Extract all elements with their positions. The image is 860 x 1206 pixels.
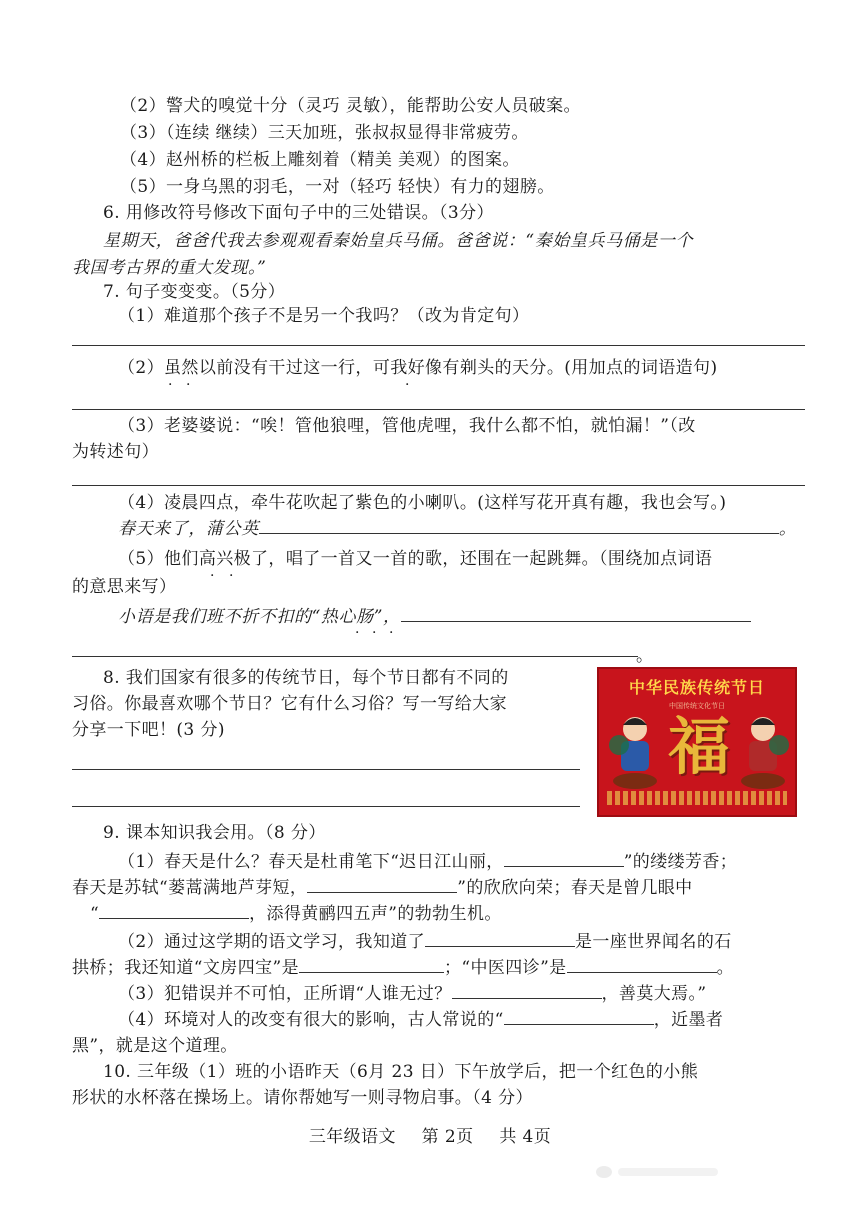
q9-1-blank-1[interactable] (504, 851, 624, 867)
poster-fu-character: 福 (667, 710, 730, 783)
q8-text-line1: 8. 我们国家有很多的传统节日，每个节日都有不同的 (103, 668, 509, 688)
q5-item-3: （3）（连续 继续）三天加班，张叔叔显得非常疲劳。 (120, 123, 529, 143)
q7-item-5-line1: （5）他们高兴极了，唱了一首又一首的歌，还围在一起跳舞。（围绕加点词语 (118, 549, 713, 569)
q8-answer-line-2[interactable] (72, 806, 580, 807)
q9-2-blank-1[interactable] (425, 931, 575, 947)
q9-3-line (118, 983, 707, 1005)
q7-item-2: （2）虽然以前没有干过这一行，可我好像有剃头的天分。(用加点的词语造句) (118, 358, 718, 378)
q7-item-3-line1: （3）老婆婆说：“唉！管他狼哩，管他虎哩，我什么都不怕，就怕漏！”（改 (118, 416, 696, 436)
q7-5-answer-line[interactable] (72, 656, 638, 657)
q7-item-4: （4）凌晨四点，牵牛花吹起了紫色的小喇叭。(这样写花开真有趣，我也会写。) (118, 493, 727, 513)
festival-poster-image (597, 667, 797, 817)
footer-subject: 三年级语文 (308, 1127, 396, 1147)
q9-1-text-d: ”的欣欣向荣；春天是曾几眼中 (457, 878, 693, 898)
poster-title: 中华民族传统节日 (628, 678, 765, 697)
q9-2-text-e: 。 (716, 958, 734, 978)
q9-1-blank-3[interactable] (99, 903, 249, 919)
q7-4-prompt-text: 春天来了，蒲公英 (118, 519, 259, 539)
q5-item-4: （4）赵州桥的栏板上雕刻着（精美 美观）的图案。 (120, 150, 520, 170)
q9-3-text-b: ，善莫大焉。” (601, 984, 707, 1004)
q5-item-5: （5）一身乌黑的羽毛，一对（轻巧 轻快）有力的翅膀。 (120, 177, 555, 197)
page-footer (0, 1122, 860, 1147)
emphasis-dot: · (168, 377, 173, 393)
q7-1-answer-line[interactable] (72, 345, 805, 346)
child-figure-right-icon (733, 711, 793, 791)
poster-subtitle: 中国传统文化节日 (669, 702, 725, 710)
q9-1-text-c: 春天是苏轼“蒌蒿满地芦芽短， (72, 878, 308, 898)
q7-item-5-line2: 的意思来写） (72, 577, 177, 597)
q8-answer-line-1[interactable] (72, 769, 580, 770)
q7-4-blank[interactable] (259, 518, 779, 534)
q9-3-text-a: （3）犯错误并不可怕，正所谓“人谁无过？ (118, 984, 452, 1004)
q9-2-text-b: 是一座世界闻名的石 (575, 932, 732, 952)
q9-2-text-a: （2）通过这学期的语文学习，我知道了 (118, 932, 426, 952)
q9-1-line2 (72, 877, 693, 899)
q7-heading: 7. 句子变变变。（5分） (103, 282, 286, 302)
q10-line1: 10. 三年级（1）班的小语昨天（6月 23 日）下午放学后，把一个红色的小熊 (103, 1062, 699, 1082)
q9-4-line2: 黑”，就是这个道理。 (72, 1036, 238, 1056)
q8-text-line2: 习俗。你最喜欢哪个节日？它有什么习俗？写一写给大家 (72, 694, 507, 714)
q6-heading: 6. 用修改符号修改下面句子中的三处错误。（3分） (103, 203, 494, 223)
child-figure-left-icon (605, 711, 665, 791)
q8-text-line3: 分享一下吧！(3 分) (72, 720, 225, 740)
q9-2-text-d: ；“中医四诊”是 (443, 958, 567, 978)
q9-4-text-a: （4）环境对人的改变有很大的影响，古人常说的“ (118, 1010, 504, 1030)
emphasis-dot: · (372, 625, 377, 641)
footer-page-number: 第 2页 (421, 1127, 474, 1147)
q7-5-prompt (118, 606, 751, 628)
q9-2-line1 (118, 931, 732, 953)
q7-item-1: （1）难道那个孩子不是另一个我吗？（改为肯定句） (118, 306, 530, 326)
q7-4-prompt: 春天来了，蒲公英 。 (118, 519, 797, 539)
q7-5-period: 。 (636, 646, 654, 666)
q9-4-line1 (118, 1009, 723, 1031)
q9-2-blank-2[interactable] (299, 957, 444, 973)
footer-total-pages: 共 4页 (499, 1127, 552, 1147)
q7-3-answer-line[interactable] (72, 485, 805, 486)
emphasis-dot: · (186, 377, 191, 393)
q5-item-2: （2）警犬的嗅觉十分（灵巧 灵敏），能帮助公安人员破案。 (120, 96, 581, 116)
q9-1-line1 (118, 851, 737, 873)
emphasis-dot: · (210, 568, 215, 584)
q9-2-line2 (72, 957, 734, 979)
q7-2-answer-line[interactable] (72, 409, 805, 410)
q9-1-text-e: “ (90, 904, 100, 924)
q6-sentence-line2: 我国考古界的重大发现。” (72, 258, 267, 278)
q9-1-blank-2[interactable] (307, 877, 457, 893)
emphasis-dot: · (355, 625, 360, 641)
q9-heading: 9. 课本知识我会用。（8 分） (103, 823, 326, 843)
q7-5-blank[interactable] (401, 606, 751, 622)
q9-1-line3 (90, 903, 502, 925)
q7-5-prompt-text: 小语是我们班不折不扣的“热心肠”， (118, 607, 401, 627)
q7-item-3-line2: 为转述句） (72, 442, 159, 462)
emphasis-dot: · (389, 625, 394, 641)
q9-1-text-a: （1）春天是什么？春天是杜甫笔下“迟日江山丽， (118, 852, 504, 872)
poster-decorative-band (607, 791, 787, 805)
emphasis-dot: · (229, 568, 234, 584)
q10-line2: 形状的水杯落在操场上。请你帮她写一则寻物启事。（4 分） (72, 1088, 533, 1108)
q9-3-blank[interactable] (452, 983, 602, 999)
emphasis-dot: · (405, 377, 410, 393)
q9-2-blank-3[interactable] (567, 957, 717, 973)
q9-1-text-f: ，添得黄鹂四五声”的勃勃生机。 (249, 904, 502, 924)
q9-4-blank[interactable] (504, 1009, 654, 1025)
q9-4-text-b: ，近墨者 (653, 1010, 724, 1030)
watermark-icon (594, 1162, 724, 1182)
q6-sentence-line1: 星期天，爸爸代我去参观观看秦始皇兵马俑。爸爸说：“秦始皇兵马俑是一个 (103, 231, 694, 251)
q9-2-text-c: 拱桥；我还知道“文房四宝”是 (72, 958, 299, 978)
q9-1-text-b: ”的缕缕芳香； (623, 852, 738, 872)
